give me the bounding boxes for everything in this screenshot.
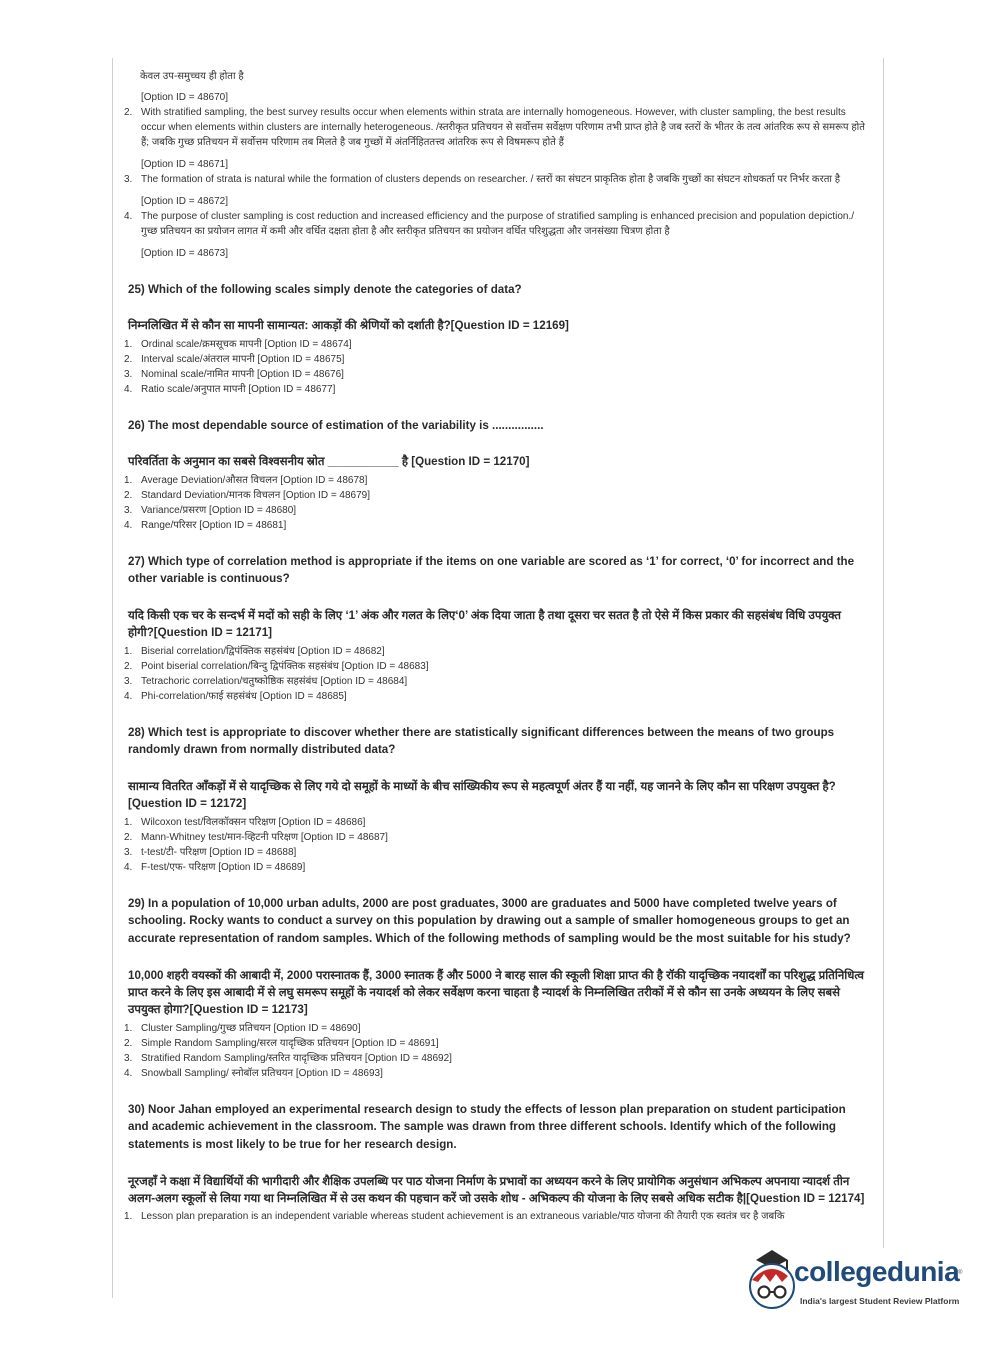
option-item (124, 337, 869, 352)
option-list (124, 337, 869, 397)
question-english: 26) The most dependable source of estimation of the variability is ................ (128, 418, 544, 432)
option-text: Average Deviation/औसत विचलन [Option ID = 48678] (141, 474, 368, 486)
option-item (124, 1066, 869, 1081)
option-item (124, 367, 869, 382)
option-text: t-test/टी- परिक्षण [Option ID = 48688] (141, 846, 297, 858)
option-item (124, 105, 869, 150)
option-number: 1. (124, 338, 133, 350)
option-number: 4. (124, 1067, 133, 1079)
option-number: 3. (124, 173, 133, 185)
option-text: Phi-correlation/फाई सहसंबंध [Option ID = 48685] (141, 690, 347, 702)
option-list (124, 473, 869, 533)
option-item (124, 689, 869, 704)
option-item (124, 488, 869, 503)
option-id: [Option ID = 48670] (141, 91, 229, 103)
option-list (124, 815, 869, 875)
option-number: 2. (124, 831, 133, 843)
option-number: 3. (124, 675, 133, 687)
question-27 (124, 553, 869, 704)
option-item (124, 382, 869, 397)
question-26 (124, 417, 869, 533)
option-list (124, 1209, 869, 1224)
logo-brand: collegedunia (794, 1256, 960, 1287)
option-item (124, 518, 869, 533)
question-english: 30) Noor Jahan employed an experimental research design to study the effects of lesson plan preparation on student participation and academic achievement in the classroom. The sample was drawn from three different schools. Identify which of the following statements is most likely to be true for her research design. (128, 1102, 846, 1151)
option-item (124, 674, 869, 689)
option-text: Stratified Random Sampling/स्तरित यादृच्छिक प्रतिचयन [Option ID = 48692] (141, 1052, 452, 1064)
option-text: Range/परिसर [Option ID = 48681] (141, 519, 287, 531)
option-id: [Option ID = 48673] (141, 247, 229, 259)
option-id: [Option ID = 48672] (141, 195, 229, 207)
option-number: 2. (124, 353, 133, 365)
option-number: 3. (124, 1052, 133, 1064)
question-english: 27) Which type of correlation method is appropriate if the items on one variable are scored as ‘1’ for correct, ‘0’ for incorrect and the other variable is continuous? (128, 554, 855, 586)
option-item (124, 860, 869, 875)
option-number: 2. (124, 106, 133, 118)
option-text: Variance/प्रसरण [Option ID = 48680] (141, 504, 297, 516)
option-number: 2. (124, 660, 133, 672)
option-number: 2. (124, 1037, 133, 1049)
option-number: 3. (124, 368, 133, 380)
question-hindi: परिवर्तिता के अनुमान का सबसे विश्वसनीय स्रोत ___________ है [Question ID = 12170] (128, 455, 530, 469)
logo-registered-mark: ® (958, 1270, 963, 1276)
option-text: Cluster Sampling/गुच्छ प्रतिचयन [Option ID = 48690] (141, 1022, 361, 1034)
option-text: With stratified sampling, the best survey results occur when elements within strata are internally homogeneous. However, with cluster sampling, the best results occur when elements within clusters are internally heterogeneous. /स्तरीकृत प्रतिचयन से सर्वोत्तम सर्वेक्षण परिणाम तभी प्राप्त होते है जब स्तरों के भीतर के तत्व आंतरिक रूप से समरूप होते हैं; जबकि गुच्छ प्रतिचयन में सर्वोत्तम परिणाम तब मिलते है जब गुच्छों में अंतर्निहिततत्त्व आंतरिक रूप से विषमरूप होते हैं (141, 106, 865, 148)
logo-tagline: India's largest Student Review Platform (800, 1296, 960, 1306)
option-number: 1. (124, 816, 133, 828)
question-hindi: नूरजहाँ ने कक्षा में विद्यार्थियों की भागीदारी और शैक्षिक उपलब्धि पर पाठ योजना निर्माण के प्रभावों का अध्ययन करने के लिए प्रायोगिक अनुसंधान अभिकल्प अपनाया न्यादर्श तीन अलग-अलग स्कूलों से लिया गया था निम्नलिखित में से उस कथन की पहचान करें जो उसके शोध - अभिकल्प की योजना के लिए सबसे अधिक सटीक है|[Question ID = 12174] (128, 1174, 865, 1205)
question-29 (124, 895, 869, 1081)
option-text: Mann-Whitney test/मान-व्हिटनी परिक्षण [Option ID = 48687] (141, 831, 388, 843)
option-text: Ratio scale/अनुपात मापनी [Option ID = 48677] (141, 383, 336, 395)
option-number: 4. (124, 210, 133, 222)
option-id: [Option ID = 48671] (141, 158, 229, 170)
option-item (124, 659, 869, 674)
option-text: Ordinal scale/क्रमसूचक मापनी [Option ID = 48674] (141, 338, 352, 350)
option-number: 4. (124, 861, 133, 873)
question-hindi: यदि किसी एक चर के सन्दर्भ में मदों को सही के लिए ‘1’ अंक और गलत के लिए‘0’ अंक दिया जाता है तथा दूसरा चर सतत है तो ऐसे में किस प्रकार की सहसंबंध विधि उपयुक्त होगी?[Question ID = 12171] (128, 608, 841, 640)
question-hindi: निम्नलिखित में से कौन सा मापनी सामान्यत: आकड़ों की श्रेणियों को दर्शाती है?[Question ID = 12169] (128, 319, 569, 333)
option-item (124, 172, 869, 187)
option-text: Snowball Sampling/ स्नोबॉल प्रतिचयन [Option ID = 48693] (141, 1067, 383, 1079)
option-item (124, 644, 869, 659)
option-number: 3. (124, 846, 133, 858)
option-number: 3. (124, 504, 133, 516)
option-number: 1. (124, 645, 133, 657)
option-text: F-test/एफ- परिक्षण [Option ID = 48689] (141, 861, 306, 873)
option-item (124, 473, 869, 488)
prev-option-tail: केवल उप-समुच्चय ही होता है (140, 71, 244, 82)
question-28 (124, 724, 869, 875)
question-hindi: 10,000 शहरी वयस्कों की आबादी में, 2000 परास्नातक हैं, 3000 स्नातक हैं और 5000 ने बारह साल की स्कूली शिक्षा प्राप्त की है रॉकी यादृच्छिक नयादर्शों का परिशुद्ध प्रतिनिधित्व प्राप्त करने के लिए इस आबादी में से लघु समरूप समूहों के नयादर्श को लेकर सर्वेक्षण करना चाहता है न्यादर्श के निम्नलिखित तरीकों में से कौन सा उनके अध्ययन के लिए सबसे उपयुक्त होगा?[Question ID = 12173] (128, 968, 864, 1017)
document-content (124, 70, 869, 1224)
option-text: Wilcoxon test/विलकॉक्सन परिक्षण [Option ID = 48686] (141, 816, 366, 828)
collegedunia-logo (742, 1248, 972, 1320)
option-list (124, 644, 869, 704)
option-item (124, 352, 869, 367)
option-item (124, 830, 869, 845)
option-text: Standard Deviation/मानक विचलन [Option ID = 48679] (141, 489, 371, 501)
option-item (124, 503, 869, 518)
option-text: Interval scale/अंतराल मापनी [Option ID = 48675] (141, 353, 345, 365)
option-item (124, 845, 869, 860)
option-item (124, 1036, 869, 1051)
option-number: 4. (124, 690, 133, 702)
option-number: 1. (124, 1211, 133, 1223)
question-30 (124, 1101, 869, 1225)
prev-options (124, 91, 869, 261)
option-number: 1. (124, 1022, 133, 1034)
option-item (124, 1021, 869, 1036)
option-text: The formation of strata is natural while the formation of clusters depends on researcher. / स्तरों का संघटन प्राकृतिक होता है जबकि गुच्छों का संघटन शोधकर्ता पर निर्भर करता है (141, 173, 841, 185)
option-number: 2. (124, 489, 133, 501)
option-item (124, 1051, 869, 1066)
question-english: 25) Which of the following scales simply denote the categories of data? (128, 282, 522, 296)
question-hindi: सामान्य वितरित आँकड़ों में से यादृच्छिक से लिए गये दो समूहों के माध्यों के बीच सांख्यिकीय रूप से महत्वपूर्ण अंतर हैं या नहीं, यह जानने के लिए कौन सा परिक्षण उपयुक्त है?[Question ID = 12172] (128, 779, 836, 811)
option-number: 1. (124, 474, 133, 486)
option-number: 4. (124, 519, 133, 531)
option-item (124, 209, 869, 239)
option-item (124, 815, 869, 830)
option-text: Nominal scale/नामित मापनी [Option ID = 48676] (141, 368, 344, 380)
option-text: Tetrachoric correlation/चतुष्कोष्ठिक सहसंबंध [Option ID = 48684] (141, 675, 408, 687)
option-item (124, 1209, 869, 1224)
option-text: Lesson plan preparation is an independent variable whereas student achievement is an extraneous variable/पाठ योजना की तैयारी एक स्वतंत्र चर है जबकि (141, 1211, 785, 1223)
question-english: 29) In a population of 10,000 urban adults, 2000 are post graduates, 3000 are graduates and 5000 have completed twelve years of schooling. Rocky wants to conduct a survey on this population by drawing out a sample of smaller homogeneous groups to get an accurate representation of random samples. Which of the following methods of sampling would be the most suitable for his study? (128, 896, 851, 945)
option-text: Point biserial correlation/बिन्दु द्विपंक्तिक सहसंबंध [Option ID = 48683] (141, 660, 429, 672)
question-english: 28) Which test is appropriate to discover whether there are statistically significant differences between the means of two groups randomly drawn from normally distributed data? (128, 725, 835, 757)
option-list (124, 1021, 869, 1081)
option-text: Simple Random Sampling/सरल यादृच्छिक प्रतिचयन [Option ID = 48691] (141, 1037, 439, 1049)
option-text: The purpose of cluster sampling is cost reduction and increased efficiency and the purpose of stratified sampling is enhanced precision and population depiction./ गुच्छ प्रतिचयन का प्रयोजन लागत में कमी और वर्धित दक्षता होता है और स्तरीकृत प्रतिचयन का प्रयोजन वर्धित परिशुद्धता और जनसंख्या चित्रण होता है (141, 210, 855, 237)
mascot-icon (742, 1248, 802, 1314)
option-text: Biserial correlation/द्विपंक्तिक सहसंबंध [Option ID = 48682] (141, 645, 385, 657)
option-number: 4. (124, 383, 133, 395)
question-25 (124, 281, 869, 397)
